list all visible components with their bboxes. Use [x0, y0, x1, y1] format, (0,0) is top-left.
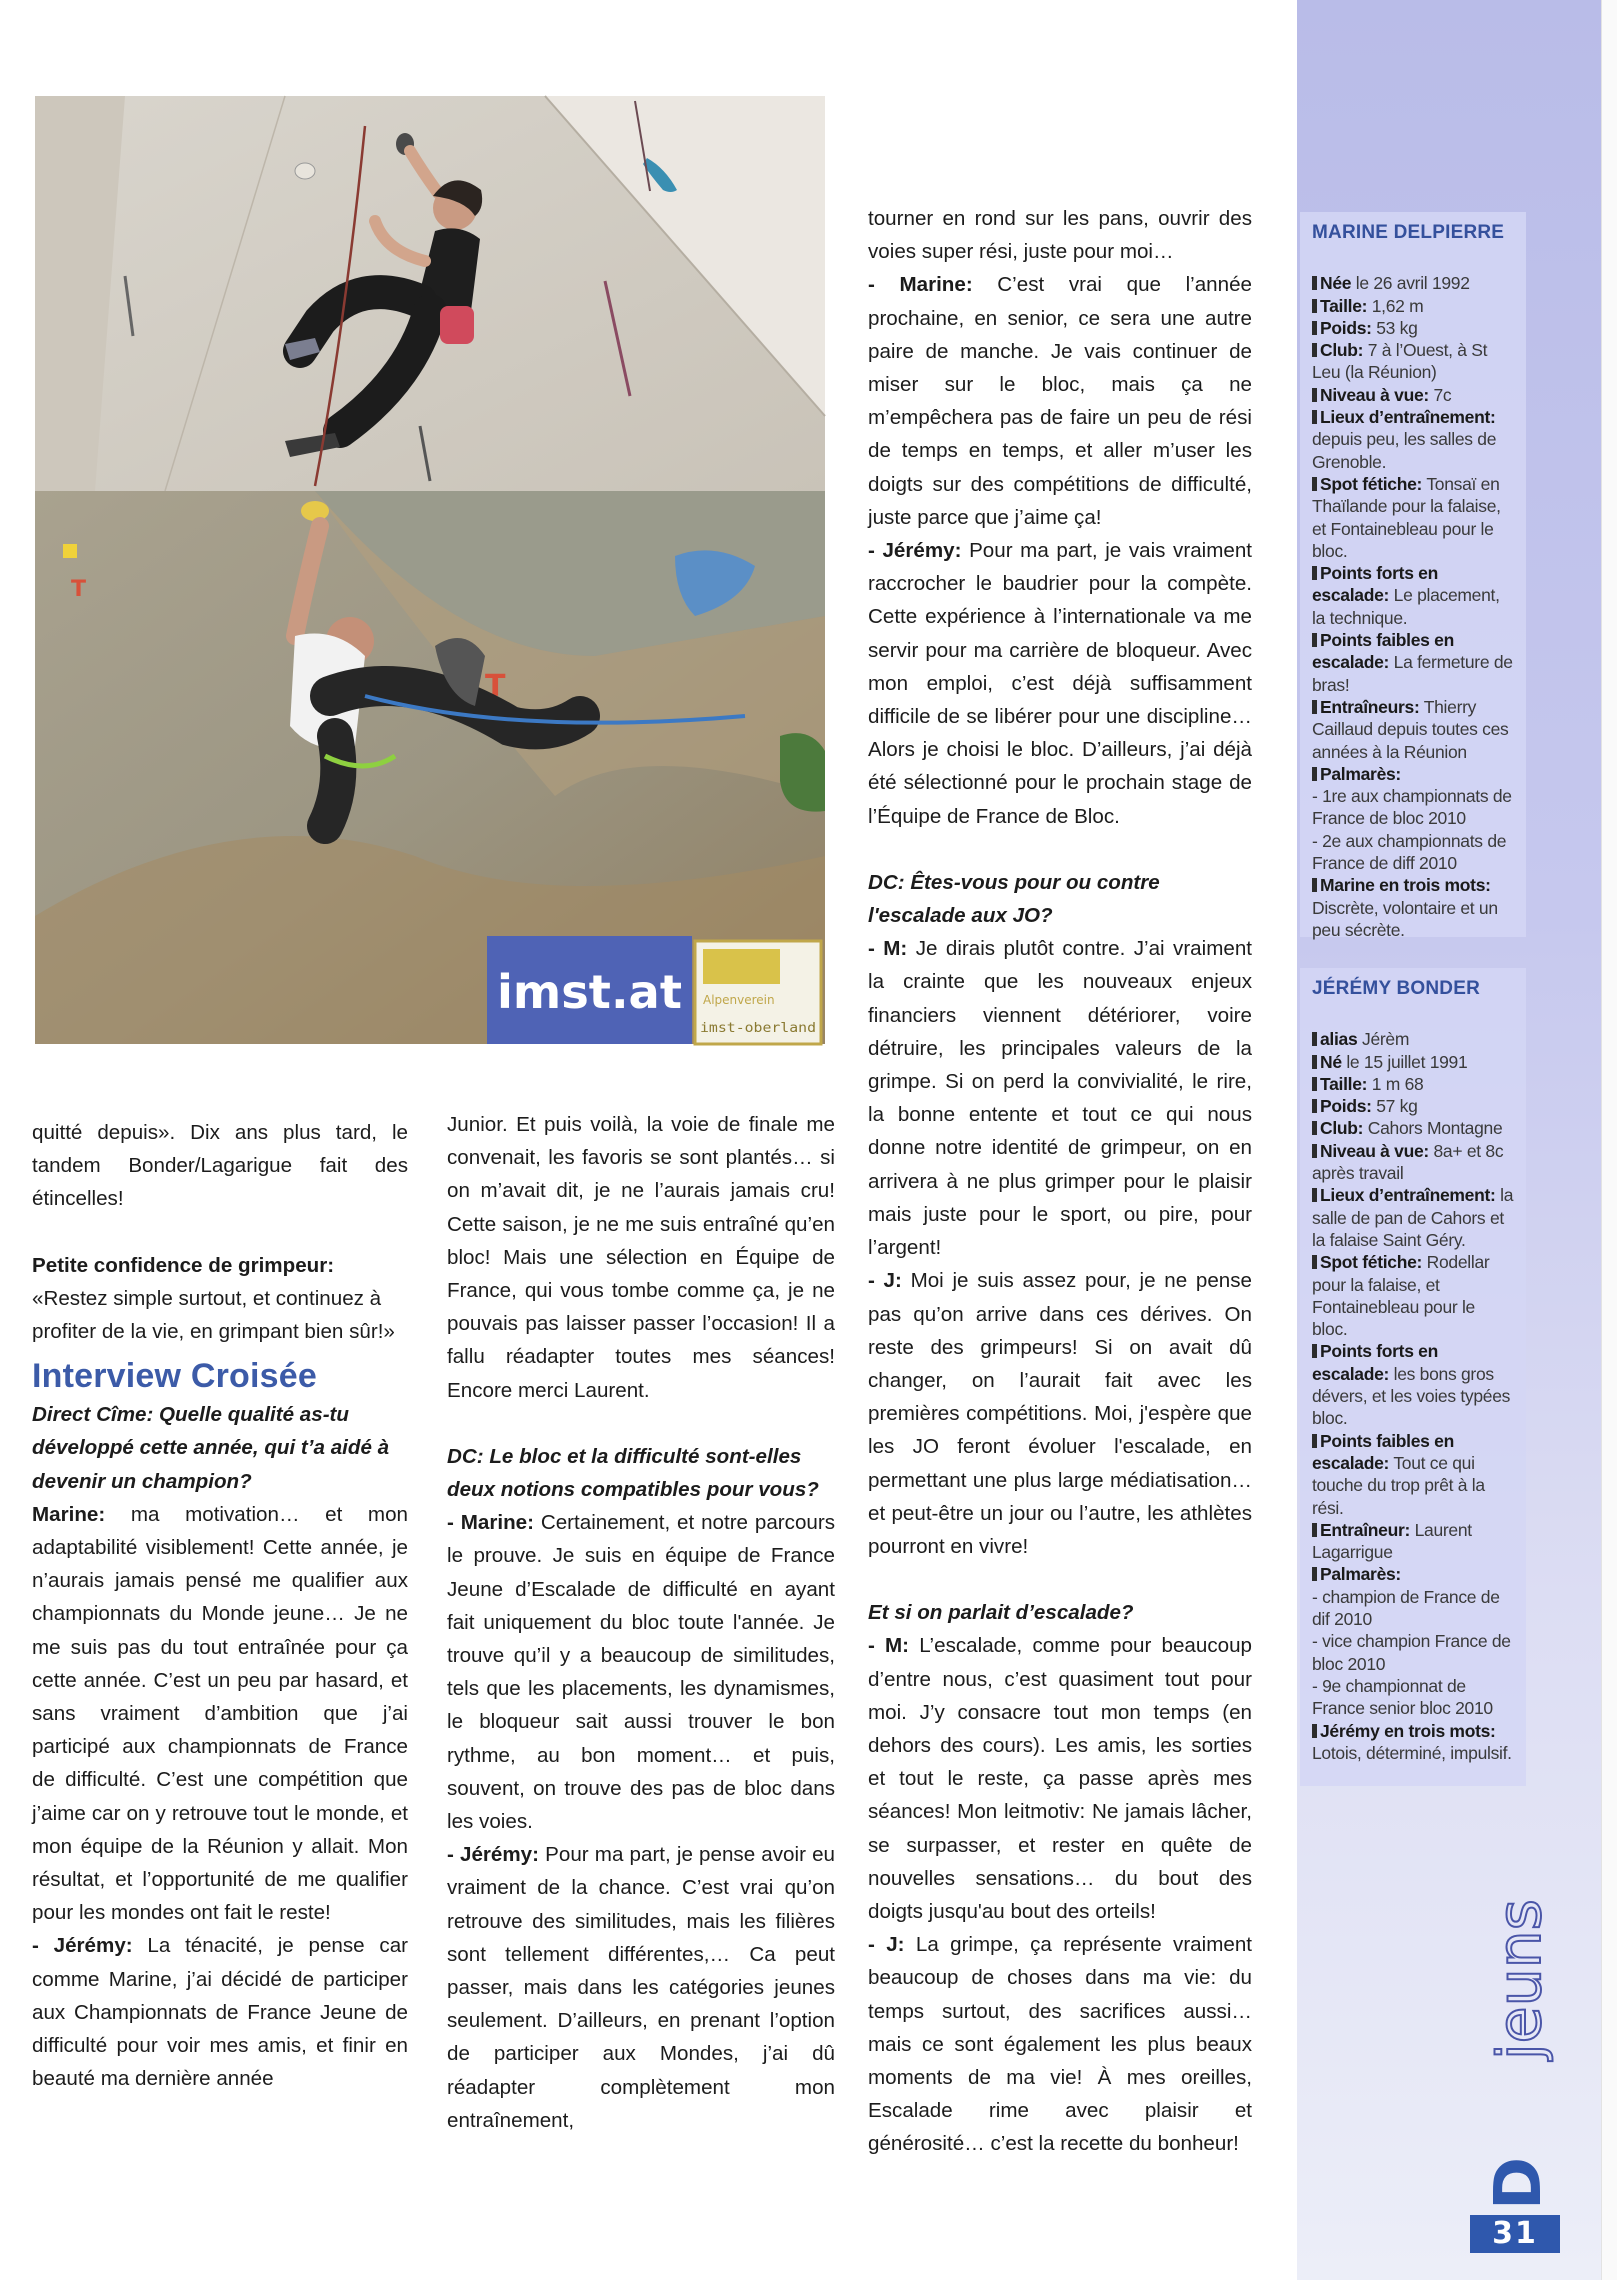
profile-fact	[1312, 1720, 1514, 1765]
profile-fact	[1312, 473, 1514, 562]
bullet-icon	[1312, 1434, 1317, 1448]
fact-label: Points forts en escalade:	[1312, 1341, 1439, 1384]
fact-value: 1 m 68	[1367, 1073, 1424, 1094]
interview-question: Direct Cîme: Quelle qualité as-tu développé cette année, qui t’a aidé à devenir un champion?	[32, 1403, 390, 1493]
answer-paragraph	[868, 534, 1252, 833]
profile-facts	[1312, 272, 1514, 941]
fact-label: Née	[1320, 273, 1352, 294]
profile-fact	[1312, 1095, 1514, 1117]
speaker-label: - Jérémy:	[868, 539, 962, 563]
fact-value: Le placement, la technique.	[1312, 585, 1500, 628]
profile-fact	[1312, 562, 1514, 629]
route-marker	[63, 544, 77, 558]
bullet-icon	[1312, 1032, 1317, 1046]
fact-value: La fermeture de bras!	[1312, 652, 1513, 695]
fact-value: depuis peu, les salles de Grenoble.	[1312, 429, 1497, 472]
answer-paragraph	[868, 268, 1252, 534]
bullet-icon	[1312, 1724, 1317, 1738]
banner-sub-line-2: imst-oberland	[700, 1021, 816, 1036]
fact-label: Palmarès:	[1320, 763, 1401, 784]
answer-text: L’escalade, comme pour beaucoup d’entre nous, c’est quasiment tout pour moi. J’y consacre tout mon temps (en dehors des cours). Les amis, les sorties et tout le reste, ça passe après mes séances! Mon leitmotiv: Ne jamais lâcher, se surpasser, et rester en quête de nouvelles sensations… du bout des doigts jusqu'au bout des orteils!	[868, 1634, 1252, 1923]
fact-value: 53 kg	[1371, 317, 1418, 338]
sponsor-banner	[487, 936, 821, 1044]
fact-label: Points faibles en escalade:	[1312, 1430, 1454, 1473]
fact-value: Discrète, volontaire et un peu sécrète.	[1312, 897, 1498, 940]
profile-fact	[1312, 1073, 1514, 1095]
answer-paragraph	[32, 1929, 408, 2095]
fact-value: Jérèm	[1357, 1029, 1410, 1050]
confidence-quote: «Restez simple surtout, et continuez à profiter de la vie, en grimpant bien sûr!»	[32, 1286, 395, 1344]
fact-label: Entraîneurs:	[1320, 696, 1420, 717]
fact-value: 7 à l’Ouest, à St Leu (la Réunion)	[1312, 340, 1488, 383]
fact-label: Lieux d’entraînement:	[1320, 1185, 1496, 1206]
fact-value: la salle de pan de Cahors et la falaise Saint Géry.	[1312, 1185, 1514, 1250]
profile-fact	[1312, 406, 1514, 473]
fact-label: Spot fétiche:	[1320, 1252, 1423, 1273]
profile-name: JÉRÉMY BONDER	[1312, 978, 1481, 999]
fact-label: Taille:	[1320, 1073, 1368, 1094]
profile-fact	[1312, 1117, 1514, 1139]
fact-line: - vice champion France de bloc 2010	[1312, 1631, 1511, 1674]
section-tab-word-text: jeuns	[1485, 1899, 1555, 2060]
fact-label: Club:	[1320, 1118, 1364, 1139]
fact-label: Poids:	[1320, 317, 1372, 338]
fact-value: les bons gros dévers, et les voies typées bloc.	[1312, 1363, 1511, 1429]
fact-label: Points faibles en escalade:	[1312, 630, 1454, 673]
answer-paragraph	[447, 1838, 835, 2137]
bullet-icon	[1312, 566, 1317, 580]
confidence-label: Petite confidence de grimpeur:	[32, 1253, 335, 1277]
profile-fact	[1312, 629, 1514, 696]
fact-value: Lotois, déterminé, impulsif.	[1312, 1742, 1512, 1763]
speaker-label: - M:	[868, 1634, 910, 1658]
fact-value: le 26 avril 1992	[1351, 273, 1470, 294]
fact-value: Cahors Montagne	[1363, 1118, 1503, 1139]
answer-paragraph	[868, 1928, 1252, 2160]
speaker-label: - Marine:	[868, 273, 973, 297]
answer-text: La ténacité, je pense car comme Marine, j’ai décidé de participer aux Championnats de France Jeune de difficulté pour voir mes amis, et finir en beauté ma dernière année	[32, 1934, 408, 2091]
fact-line: - champion de France de dif 2010	[1312, 1586, 1500, 1630]
bullet-icon	[1312, 1188, 1317, 1202]
answer-text: La grimpe, ça représente vraiment beaucoup de choses dans ma vie: du temps surtout, des sacrifices aussi… mais ce sont également les plus beaux moments de ma vie! À mes oreilles, Escalade rime avec plaisir et générosité… c’est la recette du bonheur!	[868, 1933, 1252, 2156]
route-marker: T	[485, 669, 506, 704]
answer-text: C’est vrai que l’année prochaine, en senior, ce sera une autre paire de manche. Je vais continuer de miser sur le bloc, mais ça ne m’empêchera pas de faire un peu de rési de temps en temps, et aller m’user les doigts sur des compétitions de difficulté, juste parce que j’aime ça!	[868, 273, 1252, 529]
fact-label: Né	[1320, 1051, 1342, 1072]
bullet-icon	[1312, 1055, 1317, 1069]
bullet-icon	[1312, 388, 1317, 402]
continued-paragraph: tourner en rond sur les pans, ouvrir des voies super rési, juste pour moi…	[868, 207, 1252, 264]
bullet-icon	[1312, 1523, 1317, 1537]
fact-value: le 15 juillet 1991	[1341, 1051, 1468, 1072]
profile-box-marine	[1300, 212, 1526, 940]
fact-label: Taille:	[1320, 295, 1368, 316]
profile-fact	[1312, 1340, 1514, 1429]
speaker-label: - J:	[868, 1933, 905, 1957]
section-tab-word	[1485, 1880, 1558, 2060]
profile-fact	[1312, 295, 1514, 317]
fact-label: Entraîneur:	[1320, 1519, 1411, 1540]
speaker-label: - M:	[868, 937, 908, 961]
bullet-icon	[1312, 1567, 1317, 1581]
profile-fact	[1312, 272, 1514, 294]
continued-paragraph: Junior. Et puis voilà, la voie de finale me convenait, les favoris se sont plantés… si on m’avait dit, je ne l’aurais jamais cru! Cette saison, je ne me suis entraîné qu’en bloc! Mais une sélection en Équipe de France, qui vous tombe comme ça, je ne pouvais pas laisser passer l’occasion! Il a fallu réadapter toutes mes séances! Encore merci Laurent.	[447, 1113, 835, 1402]
profile-fact	[1312, 763, 1514, 874]
page-number: 31	[1470, 2215, 1560, 2253]
interview-question: Et si on parlait d’escalade?	[868, 1601, 1134, 1625]
fact-label: Marine en trois mots:	[1320, 875, 1491, 896]
fact-label: Poids:	[1320, 1096, 1372, 1117]
bullet-icon	[1312, 299, 1317, 313]
profile-fact	[1312, 1519, 1514, 1564]
section-title: Interview Croisée	[32, 1357, 317, 1396]
profile-fact	[1312, 1563, 1514, 1719]
speaker-label: Marine:	[32, 1502, 106, 1526]
profile-fact	[1312, 1028, 1514, 1050]
speaker-label: - Jérémy:	[447, 1843, 539, 1867]
profile-fact	[1312, 1251, 1514, 1340]
bullet-icon	[1312, 1099, 1317, 1113]
profile-fact	[1312, 1184, 1514, 1251]
fact-value: 1,62 m	[1367, 295, 1424, 316]
fact-label: Jérémy en trois mots:	[1320, 1720, 1496, 1741]
banner-sub-line-1: Alpenverein	[703, 993, 775, 1007]
interview-question: DC: Êtes-vous pour ou contre l'escalade aux JO?	[868, 870, 1160, 928]
fact-line: - 9e championnat de France senior bloc 2010	[1312, 1675, 1493, 1719]
answer-paragraph	[32, 1498, 408, 1930]
profile-facts	[1312, 1028, 1514, 1764]
fact-label: alias	[1320, 1029, 1358, 1050]
bullet-icon	[1312, 633, 1317, 647]
speaker-label: - J:	[868, 1269, 902, 1293]
bullet-icon	[1312, 477, 1317, 491]
climbing-photo-illustration	[35, 96, 825, 1044]
answer-text: Pour ma part, je pense avoir eu vraiment de la chance. C’est vrai qu’on retrouve des similitudes, mais les filières sont tellement différentes,… Ca peut passer, mais dans les catégories jeunes seulement. D’ailleurs, en prenant l’option de participer aux Mondes, j’ai dû réadapter complètement mon entraînement,	[447, 1843, 835, 2132]
answer-text: Moi je suis assez pour, je ne pense pas qu’on arrive dans ces dérives. On reste des grimpeurs! Si on avait dû changer, on l’aurait fait avec les premières compétitions. Moi, j'espère que les JO feront évoluer l'escalade, en permettant une plus large médiatisation… et peut-être un jour ou l’autre, les athlètes pourront en vivre!	[868, 1269, 1252, 1558]
answer-paragraph	[868, 1629, 1252, 1928]
page-edge	[1601, 0, 1617, 2280]
fact-label: Points forts en escalade:	[1312, 563, 1439, 606]
profile-fact	[1312, 317, 1514, 339]
profile-fact	[1312, 339, 1514, 384]
bullet-icon	[1312, 1144, 1317, 1158]
answer-paragraph	[447, 1506, 835, 1838]
speaker-label: - Marine:	[447, 1511, 534, 1535]
fact-label: Lieux d’entraînement:	[1320, 407, 1496, 428]
fact-line: - 2e aux championnats de France de diff 2010	[1312, 830, 1507, 874]
article-column-left	[32, 1116, 408, 2095]
article-column-right	[868, 202, 1252, 2161]
article-column-middle	[447, 1108, 835, 2137]
bullet-icon	[1312, 343, 1317, 357]
banner-text: imst.at	[497, 965, 682, 1019]
answer-text: ma motivation… et mon adaptabilité visiblement! Cette année, je n’aurais jamais pensé me qualifier aux championnats du Monde jeune… Je ne me suis pas du tout entraînée pour ça cette année. C’est un peu par hasard, et sans vraiment d’ambition que j’ai participé aux championnats de France de difficulté. C’est une compétition que j’aime car on y retrouve tout le monde, et mon équipe de la Réunion y allait. Mon résultat, et l’opportunité de me qualifier pour les mondes ont fait le reste!	[32, 1502, 408, 1925]
bullet-icon	[1312, 321, 1317, 335]
fact-label: Spot fétiche:	[1320, 473, 1423, 494]
bullet-icon	[1312, 1077, 1317, 1091]
bullet-icon	[1312, 1344, 1317, 1358]
profile-fact	[1312, 696, 1514, 763]
profile-fact	[1312, 1430, 1514, 1519]
bullet-icon	[1312, 1255, 1317, 1269]
bullet-icon	[1312, 700, 1317, 714]
section-tab-letter: D	[1482, 2156, 1556, 2210]
answer-paragraph	[868, 932, 1252, 1264]
fact-value: 7c	[1428, 384, 1452, 405]
bullet-icon	[1312, 1121, 1317, 1135]
fact-label: Palmarès:	[1320, 1564, 1401, 1585]
profile-fact	[1312, 1051, 1514, 1073]
fact-value: Tonsaï en Thaïlande pour la falaise, et Fontainebleau pour le bloc.	[1312, 473, 1501, 561]
fact-label: Niveau à vue:	[1320, 1140, 1429, 1161]
bullet-icon	[1312, 878, 1317, 892]
profile-name: MARINE DELPIERRE	[1312, 222, 1505, 243]
fact-label: Club:	[1320, 340, 1364, 361]
fact-value: Rodellar pour la falaise, et Fontainebleau pour le bloc.	[1312, 1252, 1490, 1340]
bullet-icon	[1312, 276, 1317, 290]
intro-paragraph: quitté depuis». Dix ans plus tard, le tandem Bonder/Lagarigue fait des étincelles!	[32, 1121, 408, 1211]
section-tab-logo	[1470, 2060, 1590, 2210]
profile-box-jeremy	[1300, 968, 1526, 1786]
fact-value: 8a+ et 8c après travail	[1312, 1140, 1504, 1184]
answer-text: Je dirais plutôt contre. J’ai vraiment la crainte que les nouveaux enjeux financiers viennent détériorer, voire détruire, les principales valeurs de la grimpe. Si on perd la convivialité, le rire, la bonne entente et tout ce qui nous donne notre identité de grimpeur, on en arrivera à ne plus grimper pour le plaisir mais juste pour le sport, ou pire, pour l’argent!	[868, 937, 1252, 1260]
fact-label: Niveau à vue:	[1320, 384, 1429, 405]
answer-paragraph	[868, 1264, 1252, 1563]
answer-text: Certainement, et notre parcours le prouve. Je suis en équipe de France Jeune d’Escalade de difficulté en ayant fait uniquement du bloc toute l'année. Je trouve qu’il y a beaucoup de similitudes, tels que les placements, les dynamismes, le bloqueur sait aussi trouver le bon rythme, au bon moment… et puis, souvent, on trouve des pas de bloc dans les voies.	[447, 1511, 835, 1834]
fact-value: 57 kg	[1371, 1096, 1418, 1117]
fact-value: Tout ce qui touche du trop prêt à la rési.	[1312, 1452, 1485, 1518]
profile-fact	[1312, 1140, 1514, 1185]
bullet-icon	[1312, 767, 1317, 781]
answer-text: Pour ma part, je vais vraiment raccrocher le baudrier pour la compète. Cette expérience à l’internationale va me servir pour ma carrière de bloqueur. Avec mon emploi, c’est déjà suffisamment difficile de se libérer pour une discipline… Alors je choisi le bloc. D’ailleurs, j’ai déjà été sélectionné pour le prochain stage de l’Équipe de France de Bloc.	[868, 539, 1253, 828]
speaker-label: - Jérémy:	[32, 1934, 133, 1958]
hold	[295, 163, 315, 179]
profile-fact	[1312, 874, 1514, 941]
bullet-icon	[1312, 410, 1317, 424]
climbing-photo	[35, 96, 825, 1044]
interview-question: DC: Le bloc et la difficulté sont-elles deux notions compatibles pour vous?	[447, 1444, 819, 1502]
route-marker: T	[71, 577, 87, 602]
fact-value: Thierry Caillaud depuis toutes ces années à la Réunion	[1312, 696, 1509, 762]
profile-fact	[1312, 384, 1514, 406]
fact-line: - 1re aux championnats de France de bloc 2010	[1312, 786, 1512, 829]
fact-value: Laurent Lagarrigue	[1312, 1519, 1472, 1563]
